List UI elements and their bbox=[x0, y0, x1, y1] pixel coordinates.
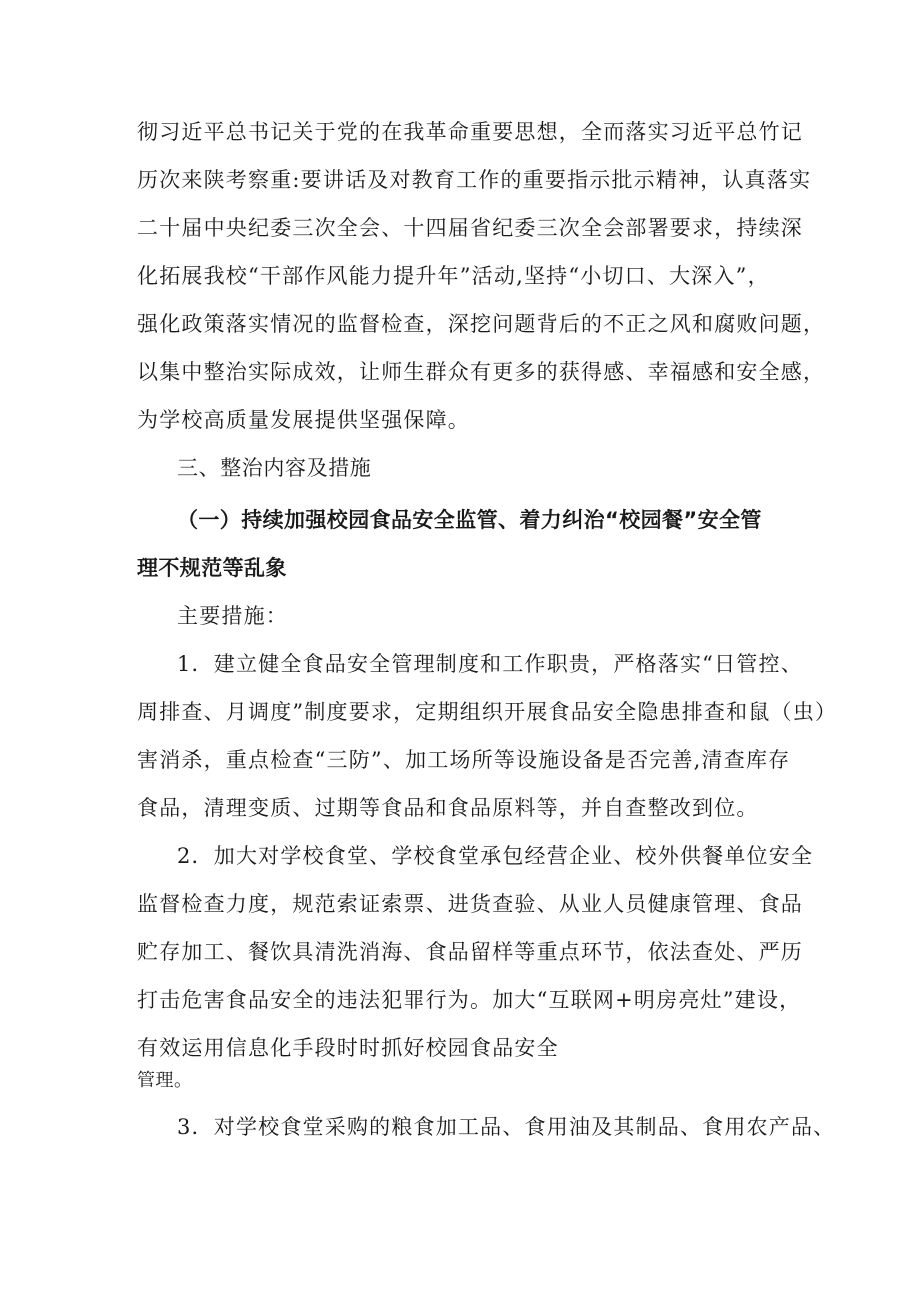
intro-line-5: 强化政策落实情况的监督检查，深挖问题背后的不正之风和腐败问题， bbox=[137, 312, 826, 336]
intro-line-6: 以集中整治实际成效，让师生群众有更多的获得感、幸福感和安全感， bbox=[137, 360, 826, 384]
item3-line-1: 3．对学校食堂采购的粮食加工品、食用油及其制品、食用农产品、 bbox=[177, 1115, 836, 1139]
item1-line-1: 1．建立健全食品安全管理制度和工作职贵，严格落实“日管控、 bbox=[177, 652, 803, 676]
item2-line-6: 管理。 bbox=[137, 1070, 193, 1091]
intro-line-2: 历次来陕考察重:要讲话及对教育工作的重要指示批示精神，认真落实 bbox=[137, 168, 812, 192]
item1-line-2: 周排查、月调度”制度要求，定期组织开展食品安全隐患排查和鼠（虫） bbox=[137, 700, 838, 724]
item2-line-1: 2．加大对学校食堂、学校食堂承包经营企业、校外供餐单位安全 bbox=[177, 844, 814, 868]
item2-line-4: 打击危害食品安全的违法犯罪行为。加大“互联网+明房亮灶”建设， bbox=[137, 988, 802, 1012]
item2-line-2: 监督检查力度，规范索证索票、进货查验、从业人员健康管理、食品 bbox=[137, 892, 803, 916]
subsection-heading-line-2: 理不规范等乱象 bbox=[137, 556, 287, 580]
subsection-heading-line-1: （一）持续加强校园食品安全监管、着力纠治“校园餐”安全管 bbox=[177, 508, 762, 532]
section-heading: 三、整治内容及措施 bbox=[177, 456, 372, 480]
intro-line-4: 化拓展我校“干部作风能力提升年”活动,坚持“小切口、大深入”， bbox=[137, 264, 770, 288]
intro-line-1: 彻习近平总书记关于党的在我革命重要思想，全而落实习近平总竹记 bbox=[137, 120, 803, 144]
item1-line-4: 食品，清理变质、过期等食品和食品原料等，并自查整改到位。 bbox=[137, 796, 759, 820]
intro-line-3: 二十届中央纪委三次全会、十四届省纪委三次全会部署要求，持续深 bbox=[137, 216, 803, 240]
item1-line-3: 害消杀，重点检查“三防”、加工场所等设施设备是否完善,清查库存 bbox=[137, 748, 791, 772]
intro-line-7: 为学校高质量发展提供坚强保障。 bbox=[137, 408, 470, 432]
item2-line-5: 有效运用信息化手段时时抓好校园食品安全 bbox=[137, 1036, 559, 1060]
measures-label: 主要措施： bbox=[177, 604, 288, 628]
item2-line-3: 贮存加工、餐饮具清洗消海、食品留样等重点环节，依法查处、严历 bbox=[137, 940, 803, 964]
